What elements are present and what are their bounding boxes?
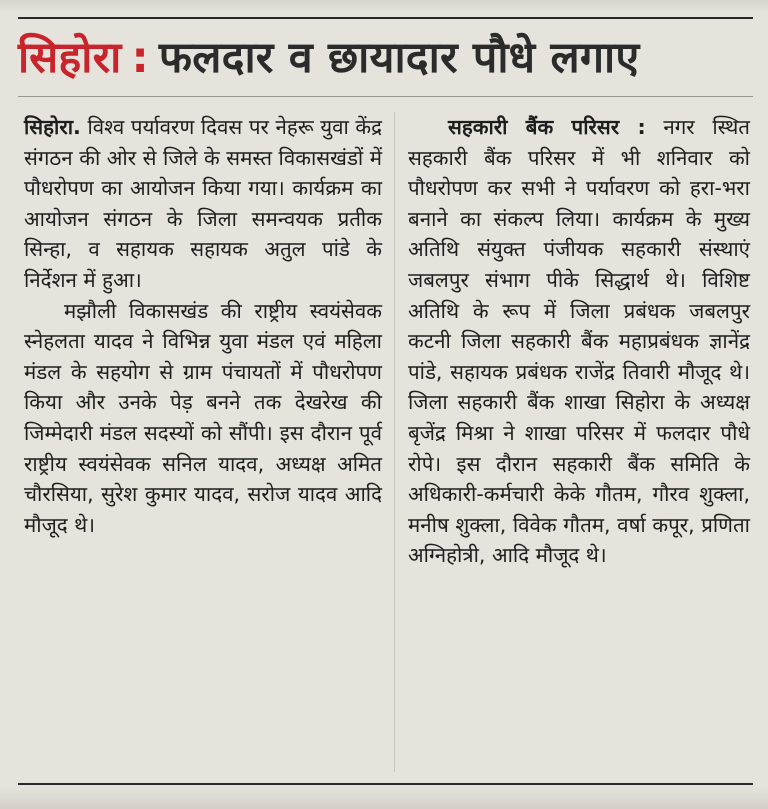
headline-rule [18,96,753,97]
top-rule [18,17,753,19]
left-paragraph-1 [24,112,382,296]
previous-article-strip [0,0,768,14]
headline-place: सिहोरा [18,33,122,83]
next-article-strip [0,786,768,809]
bottom-rule [18,783,753,785]
headline-separator: : [131,33,149,83]
right-paragraph-1 [408,112,750,571]
headline-text: फलदार व छायादार पौधे लगाए [158,33,640,83]
column-divider [394,112,395,772]
right-column [408,112,750,571]
subhead: सहकारी बैंक परिसर : [448,115,646,139]
right-paragraph-1-text: नगर स्थित सहकारी बैंक परिसर में भी शनिवार को पौधरोपण कर सभी ने पर्यावरण को हरा-भरा बनाने का संकल्प लिया। कार्यक्रम के मुख्य अतिथि संयुक्त पंजीयक सहकारी संस्थाएं जबलपुर संभाग पीके सिद्धार्थ थे। विशिष्ट अतिथि के रूप में जिला प्रबंधक जबलपुर कटनी जिला सहकारी बैंक महाप्रबंधक ज्ञानेंद्र पांडे, सहायक प्रबंधक राजेंद्र तिवारी मौजूद थे। जिला सहकारी बैंक शाखा सिहोरा के अध्यक्ष बृजेंद्र मिश्रा ने शाखा परिसर में फलदार पौधे रोपे। इस दौरान सहकारी बैंक समिति के अधिकारी-कर्मचारी केके गौतम, गौरव शुक्ला, मनीष शुक्ला, विवेक गौतम, वर्षा कपूर, प्रणिता अग्निहोत्री, आदि मौजूद थे। [408,115,750,568]
headline [18,26,758,90]
left-column [24,112,382,540]
left-paragraph-2: मझौली विकासखंड की राष्ट्रीय स्वयंसेवक स्नेहलता यादव ने विभिन्न युवा मंडल एवं महिला मंडल के सहयोग से ग्राम पंचायतों में पौधरोपण किया और उनके पेड़ बनने तक देखरेख की जिम्मेदारी मंडल सदस्यों को सौंपी। इस दौरान पूर्व राष्ट्रीय स्वयंसेवक सनिल यादव, अध्यक्ष अमित चौरसिया, सुरेश कुमार यादव, सरोज यादव आदि मौजूद थे। [24,298,382,537]
left-paragraph-1-text: विश्व पर्यावरण दिवस पर नेहरू युवा केंद्र संगठन की ओर से जिले के समस्त विकासखंडों में पौधरोपण का आयोजन किया गया। कार्यक्रम का आयोजन संगठन के जिला समन्वयक प्रतीक सिन्हा, व सहायक सहायक अतुल पांडे के निर्देशन में हुआ। [24,115,382,292]
dateline: सिहोरा. [24,115,81,139]
